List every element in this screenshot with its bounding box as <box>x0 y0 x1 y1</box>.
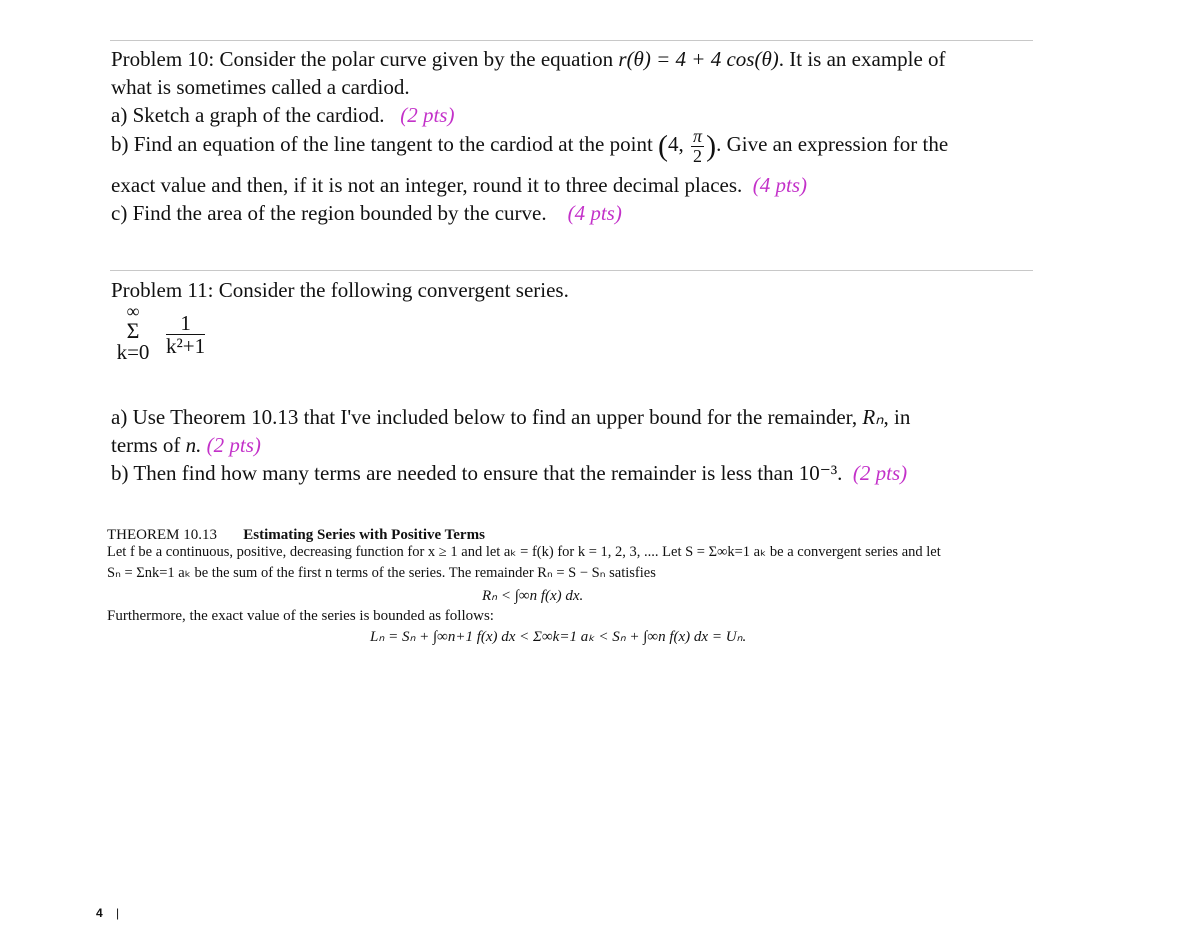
theorem-line: Let f be a continuous, positive, decreasing function for x ≥ 1 and let aₖ = f(k) for k = 1, 2, 3, .... Let S = Σ∞k=1 aₖ be a convergent series and let <box>107 544 941 560</box>
problem-10-part-a <box>111 103 454 128</box>
problem-10-line-1 <box>111 47 946 72</box>
text: a) Use Theorem 10.13 that I've included below to find an upper bound for the remainder, <box>111 405 863 429</box>
point-theta <box>691 127 704 166</box>
page-number <box>96 906 119 920</box>
series-term <box>166 312 205 357</box>
points: (2 pts) <box>206 433 261 457</box>
sigma: Σ <box>126 318 140 343</box>
points: (2 pts) <box>400 103 455 127</box>
theorem-heading <box>107 527 485 544</box>
separator: | <box>116 906 120 920</box>
text: Problem 10: Consider the polar curve given by the equation <box>111 47 619 71</box>
theorem-formula: Lₙ = Sₙ + ∫∞n+1 f(x) dx < Σ∞k=1 aₖ < Sₙ + ∫∞n f(x) dx = Uₙ. <box>370 629 747 645</box>
text: exact value and then, if it is not an integer, round it to three decimal places. <box>111 173 743 197</box>
theorem-formula: Rₙ < ∫∞n f(x) dx. <box>482 588 584 604</box>
problem-10-line-2: what is sometimes called a cardiod. <box>111 75 410 99</box>
text: . It is an example of <box>778 47 946 71</box>
divider <box>110 40 1033 41</box>
den: k²+1 <box>166 334 206 359</box>
text: terms of <box>111 433 186 457</box>
text: b) Then find how many terms are needed to ensure that the remainder is less than 10⁻³. <box>111 461 843 485</box>
text: b) Find an equation of the line tangent to the cardiod at the point <box>111 132 659 157</box>
points: (4 pts) <box>752 173 808 197</box>
text: . Give an expression for the <box>716 132 949 157</box>
theorem-line: Sₙ = Σnk=1 aₖ be the sum of the first n terms of the series. The remainder Rₙ = S − Sₙ satisfies <box>107 565 656 581</box>
theorem-title: Estimating Series with Positive Terms <box>243 527 485 543</box>
text: c) Find the area of the region bounded by the curve. <box>111 201 547 225</box>
problem-11-title: Problem 11: Consider the following convergent series. <box>111 278 569 302</box>
var: n. <box>185 433 202 457</box>
problem-10-part-b-cont <box>111 173 807 198</box>
theorem-label: THEOREM 10.13 <box>107 527 217 543</box>
lower-limit: k=0 <box>116 340 150 364</box>
theorem-line: Furthermore, the exact value of the series is bounded as follows: <box>107 608 494 624</box>
points: (4 pts) <box>567 201 622 225</box>
divider <box>110 270 1033 271</box>
text: , in <box>883 405 911 429</box>
page-num: 4 <box>96 906 103 920</box>
problem-11-part-b <box>111 461 907 486</box>
var: Rₙ <box>862 405 884 429</box>
text: a) Sketch a graph of the cardiod. <box>111 103 385 127</box>
equation: r(θ) = 4 + 4 cos(θ) <box>618 47 779 71</box>
num: π <box>693 126 703 146</box>
problem-10-part-b: b) Find an equation of the line tangent to the cardiod at the point (4, $\frac{\pi}{2}$ ). Give an expression for the <box>111 126 949 166</box>
point-r: 4, <box>668 132 684 157</box>
series-sum <box>113 302 153 363</box>
problem-11-part-a <box>111 405 910 430</box>
points: (2 pts) <box>852 461 908 485</box>
problem-10-part-c <box>111 201 622 226</box>
den: 2 <box>693 145 703 166</box>
upper-limit: ∞ <box>126 301 140 321</box>
num: 1 <box>166 312 205 335</box>
problem-11-part-a-cont <box>111 433 261 458</box>
